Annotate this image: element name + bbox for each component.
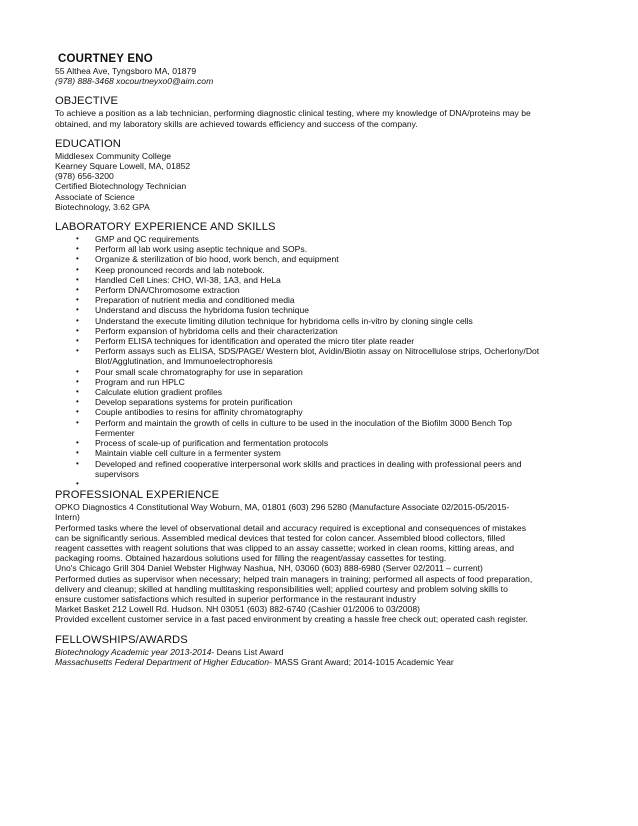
skill-text: Calculate elution gradient profiles (95, 387, 223, 398)
skill-item (55, 377, 595, 387)
skill-item (55, 479, 595, 489)
experience-line: Uno's Chicago Grill 304 Daniel Webster Highway Nashua, NH, 03060 (603) 888-6980 (Server 02/2011 – current) (55, 563, 483, 574)
experience-section (55, 502, 595, 624)
skill-text: Develop separations systems for protein purification (95, 397, 293, 408)
experience-heading: PROFESSIONAL EXPERIENCE (55, 489, 220, 502)
applicant-name: COURTNEY ENO (58, 53, 153, 65)
experience-line: Provided excellent customer service in a fast paced environment by creating a hassle free check out; operated cash register. (55, 614, 528, 625)
skill-item (55, 397, 595, 407)
experience-line: Performed duties as supervisor when necessary; helped train managers in training; performed all aspects of food preparation, (55, 573, 533, 584)
experience-line: delivery and cleanup; skilled at handling multitasking responsibilities well; applied courtesy and problem solving skills to (55, 583, 508, 594)
skill-text: supervisors (95, 468, 139, 479)
lab-skills-heading: LABORATORY EXPERIENCE AND SKILLS (55, 221, 276, 234)
experience-line: can be significantly serious. Assembled medical devices that tested for colon cancer. Assembled blood collectors, filled (55, 532, 505, 543)
experience-line: Market Basket 212 Lowell Rd. Hudson. NH 03051 (603) 882-6740 (Cashier 01/2006 to 03/2008) (55, 604, 420, 615)
skill-text: Handled Cell Lines: CHO, WI-38, 1A3, and HeLa (95, 274, 281, 285)
bullet-icon: • (76, 295, 79, 305)
objective-line: To achieve a position as a lab technician, performing diagnostic clinical testing, where my knowledge of DNA/proteins may be (55, 108, 531, 119)
skill-item (55, 438, 595, 448)
skill-item (55, 234, 595, 244)
objective-heading: OBJECTIVE (55, 95, 119, 108)
bullet-icon: • (76, 366, 79, 376)
education-line: Middlesex Community College (55, 150, 172, 161)
education-line: Kearney Square Lowell, MA, 01852 (55, 161, 191, 172)
skill-item (55, 459, 595, 479)
skill-text: Understand and discuss the hybridoma fusion technique (95, 305, 310, 316)
skill-text: Fermenter (95, 427, 135, 438)
award-title: Massachusetts Federal Department of Higher Education (55, 656, 269, 667)
skill-text: Understand the execute limiting dilution technique for hybridoma cells in-vitro by cloning single cells (95, 315, 473, 326)
award-item (55, 657, 595, 667)
education-line: Associate of Science (55, 191, 135, 202)
contact-info: (978) 888-3468 xocourtneyxo0@aim.com (55, 76, 214, 87)
skill-item (55, 295, 595, 305)
skill-text: Perform all lab work using aseptic technique and SOPs. (95, 244, 308, 255)
skill-item (55, 407, 595, 417)
skill-item (55, 367, 595, 377)
skill-item (55, 275, 595, 285)
award-title: Biotechnology Academic year 2013-2014 (55, 646, 212, 657)
bullet-icon: • (76, 346, 79, 356)
experience-line: Performed tasks where the level of observational detail and accuracy required is exceptional and consequences of mistakes (55, 522, 527, 533)
skill-text: Blot/Agglutination, and Immunoelectrophoresis (95, 356, 273, 367)
bullet-icon: • (76, 264, 79, 274)
bullet-icon: • (76, 448, 79, 458)
skill-text: Perform ELISA techniques for identification and operated the micro titer plate reader (95, 336, 415, 347)
award-detail: - Deans List Award (211, 646, 284, 657)
resume-page (55, 52, 595, 667)
education-line: Certified Biotechnology Technician (55, 181, 187, 192)
skill-item (55, 285, 595, 295)
bullet-icon: • (76, 387, 79, 397)
skill-item (55, 418, 595, 438)
bullet-icon: • (76, 274, 79, 284)
education-line: (978) 656-3200 (55, 171, 114, 182)
skill-text: Preparation of nutrient media and conditioned media (95, 295, 295, 306)
award-detail: - MASS Grant Award; 2014-1015 Academic Year (269, 656, 454, 667)
experience-line: OPKO Diagnostics 4 Constitutional Way Woburn, MA, 01801 (603) 296 5280 (Manufacture Associate 02/2015-05/2015- (55, 502, 510, 513)
education-line: Biotechnology, 3.62 GPA (55, 201, 150, 212)
bullet-icon: • (76, 244, 79, 254)
bullet-icon: • (76, 438, 79, 448)
skills-list (55, 234, 595, 489)
bullet-icon: • (76, 254, 79, 264)
bullet-icon: • (76, 458, 79, 468)
education-heading: EDUCATION (55, 137, 121, 150)
skill-text: Program and run HPLC (95, 376, 185, 387)
skill-text: Organize & sterilization of bio hood, work bench, and equipment (95, 254, 339, 265)
skill-text (95, 479, 595, 489)
experience-line: ensure customer satisfactions which resulted in superior performance in the restaurant industry (55, 593, 417, 604)
bullet-icon: • (76, 376, 79, 386)
skill-item (55, 448, 595, 458)
skill-item (55, 305, 595, 315)
skill-text: Perform DNA/Chromosome extraction (95, 285, 240, 296)
skill-text: Pour small scale chromatography for use in separation (95, 366, 303, 377)
skill-text: Perform assays such as ELISA, SDS/PAGE/ Western blot, Avidin/Biotin assay on Nitrocellulose strips, Ocherlony/Dot (95, 346, 540, 357)
bullet-icon: • (76, 478, 79, 488)
skill-text: Process of scale-up of purification and fermentation protocols (95, 438, 329, 449)
awards-section (55, 647, 595, 667)
skill-item (55, 316, 595, 326)
skill-item (55, 244, 595, 254)
skill-text: Perform expansion of hybridoma cells and their characterization (95, 325, 338, 336)
skill-item (55, 265, 595, 275)
skill-text: Keep pronounced records and lab notebook. (95, 264, 265, 275)
skill-text: Maintain viable cell culture in a fermenter system (95, 448, 281, 459)
experience-line: Intern) (55, 512, 80, 523)
skill-item (55, 336, 595, 346)
experience-line: packaging rooms. Obtained hazardous solutions used for filling the reagent/assay cassettes for testing. (55, 553, 447, 564)
skill-item (55, 254, 595, 264)
skill-text: GMP and QC requirements (95, 234, 199, 245)
bullet-icon: • (76, 234, 79, 244)
bullet-icon: • (76, 407, 79, 417)
bullet-icon: • (76, 285, 79, 295)
experience-line: reagent cassettes with reagent solutions that was clipped to an assay cassette; worked in clean rooms, kitting areas, and (55, 542, 515, 553)
skill-text: Developed and refined cooperative interpersonal work skills and practices in dealing with professional peers and (95, 458, 522, 469)
address: 55 Althea Ave, Tyngsboro MA, 01879 (55, 66, 197, 76)
skill-text: Perform and maintain the growth of cells in culture to be used in the inoculation of the Biofilm 3000 Bench Top (95, 417, 512, 428)
bullet-icon: • (76, 397, 79, 407)
bullet-icon: • (76, 336, 79, 346)
bullet-icon: • (76, 325, 79, 335)
skill-text: Couple antibodies to resins for affinity chromatography (95, 407, 303, 418)
award-item (55, 647, 595, 657)
bullet-icon: • (76, 305, 79, 315)
skill-item (55, 387, 595, 397)
skill-item (55, 326, 595, 336)
bullet-icon: • (76, 417, 79, 427)
awards-heading: FELLOWSHIPS/AWARDS (55, 633, 188, 646)
bullet-icon: • (76, 315, 79, 325)
objective-line: obtained, and my laboratory skills are achieved towards efficiency and success of the company. (55, 118, 418, 129)
skill-item (55, 346, 595, 366)
